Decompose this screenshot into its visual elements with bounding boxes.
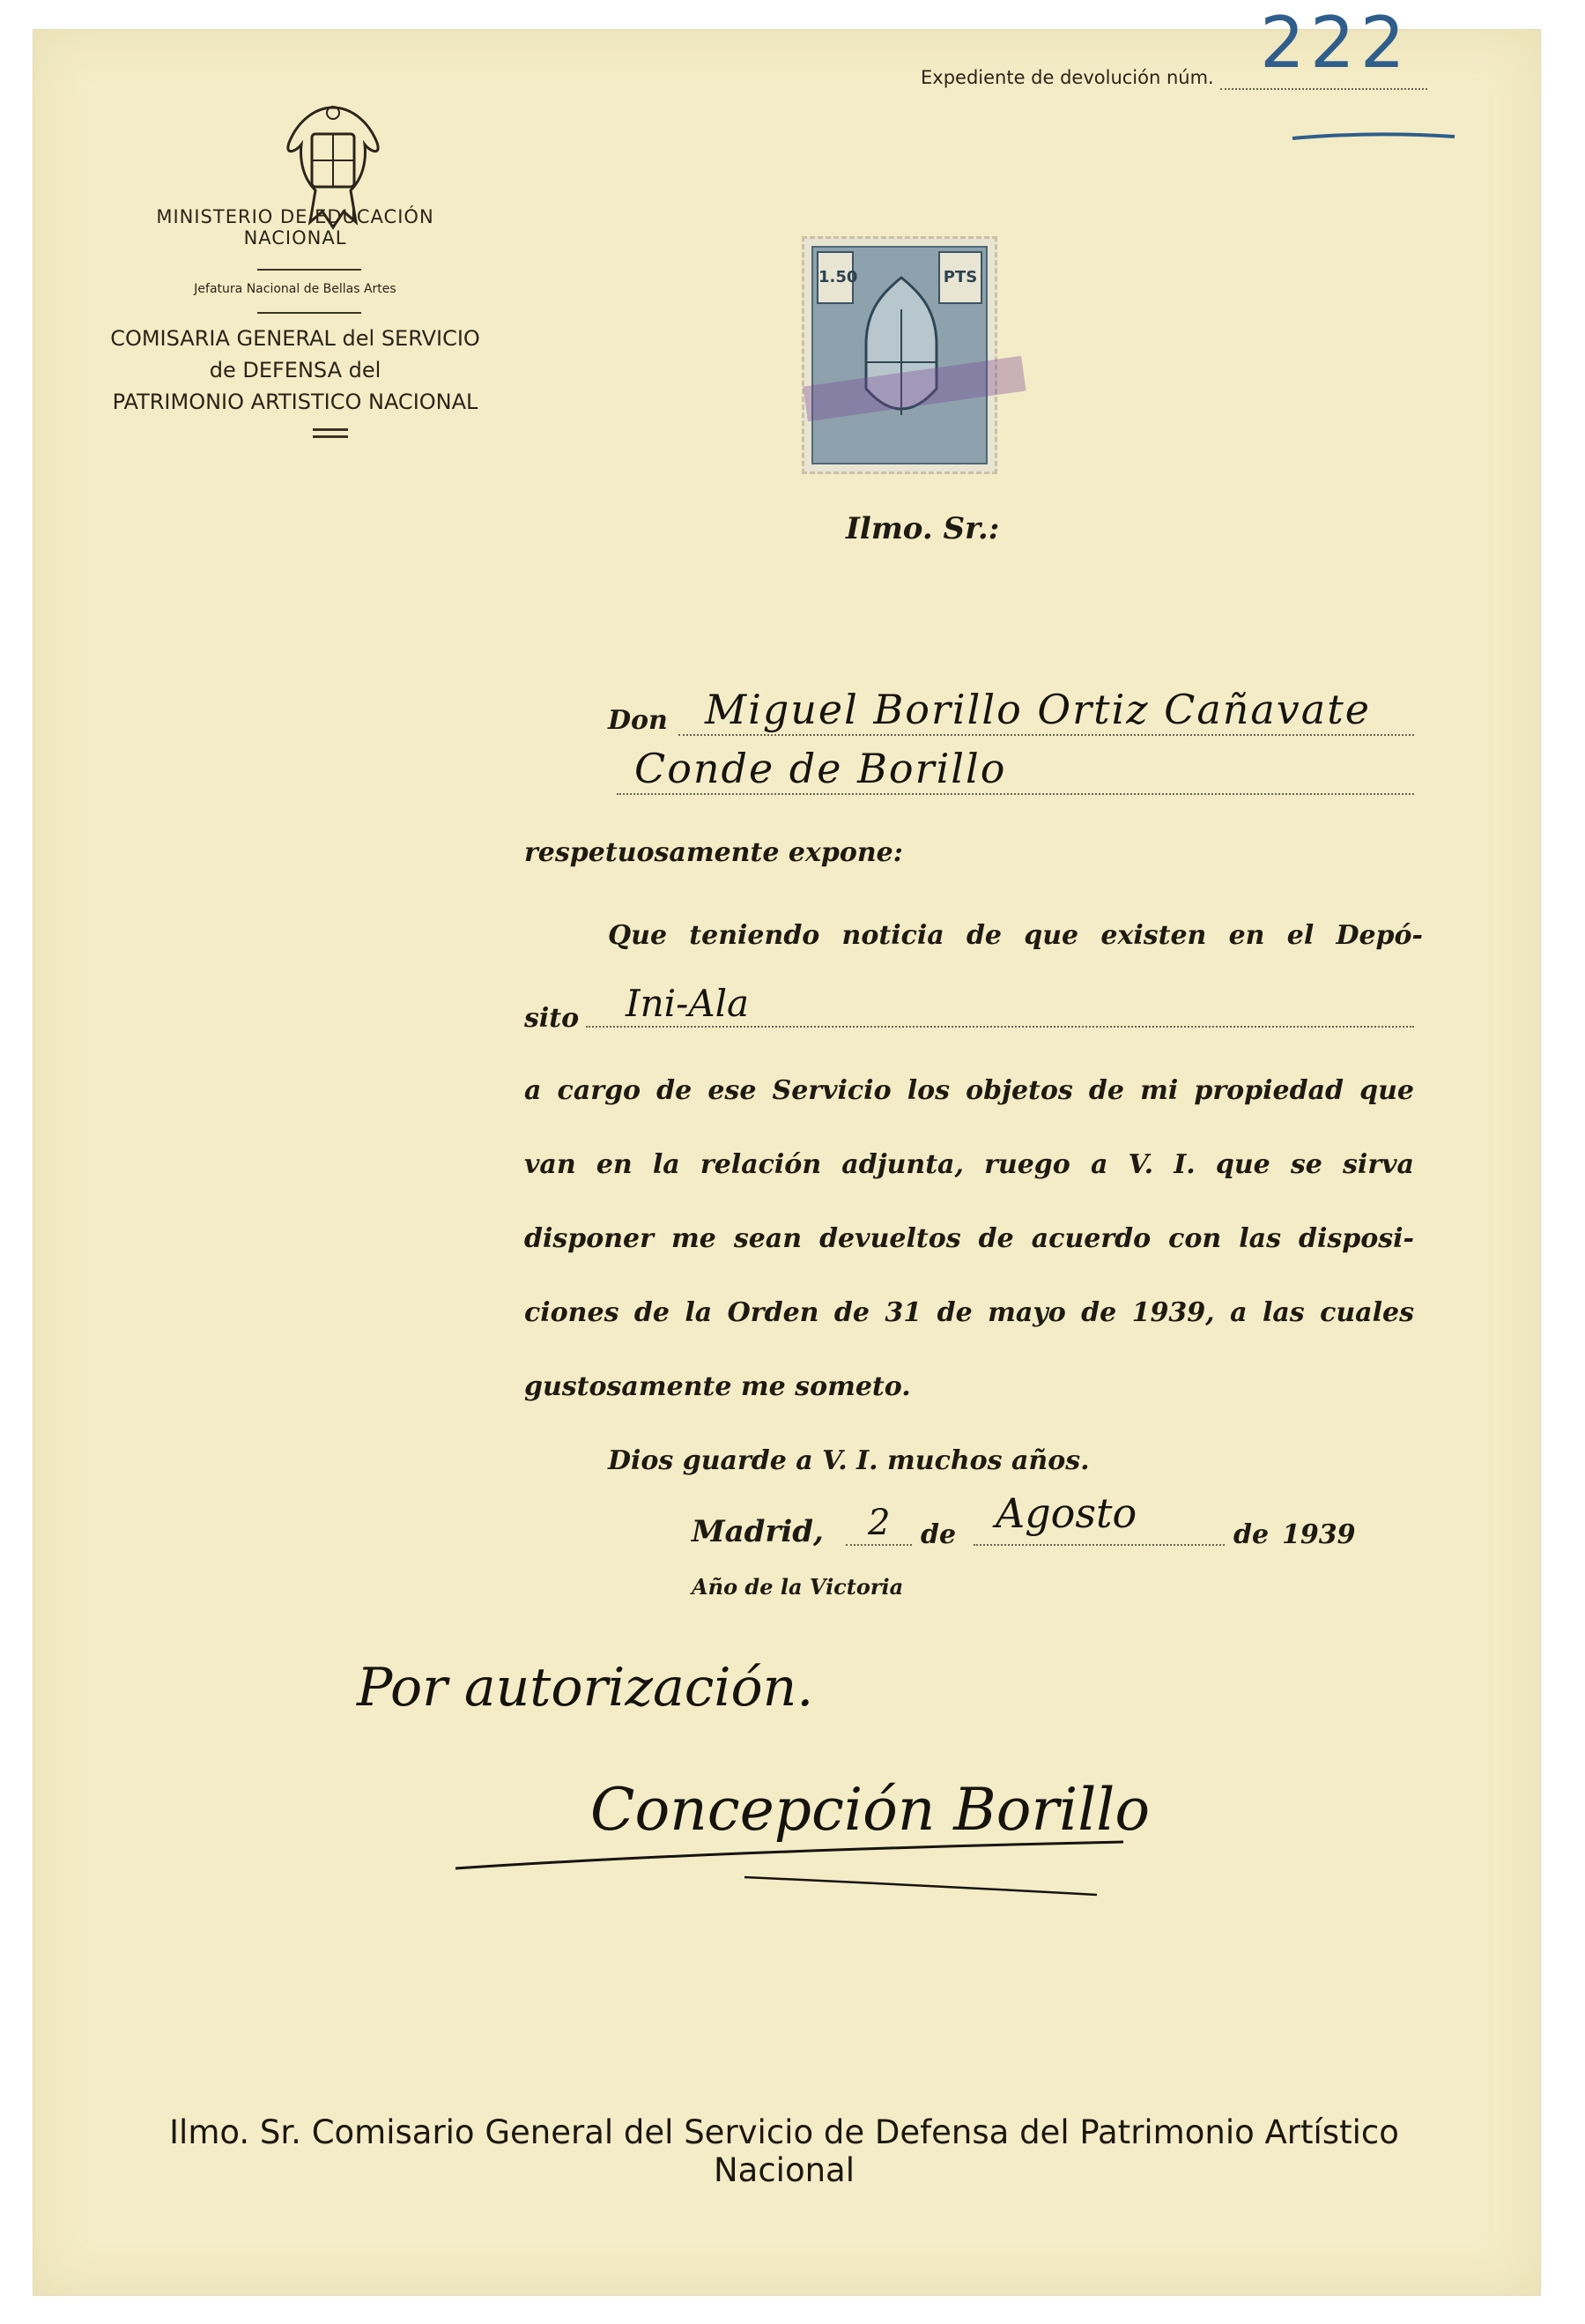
expediente-number: 222 bbox=[1260, 2, 1411, 84]
date-day: 2 bbox=[868, 1503, 891, 1543]
revenue-stamp bbox=[802, 236, 997, 474]
jefatura-subheading: Jefatura Nacional de Bellas Artes bbox=[194, 282, 396, 296]
dotted-line bbox=[1220, 88, 1427, 90]
body-line-1: Que teniendo noticia de que existen en el Depó- bbox=[608, 920, 1423, 951]
don-label: Don bbox=[608, 705, 668, 736]
body-line-5: disponer me sean devueltos de acuerdo con las disposi- bbox=[524, 1223, 1414, 1254]
stamp-unit: PTS bbox=[938, 251, 982, 304]
ministry-heading: MINISTERIO DE EDUCACIÓN NACIONAL bbox=[156, 206, 434, 249]
closing-line: Dios guarde a V. I. muchos años. bbox=[608, 1445, 1090, 1476]
body-line-2-prefix: sito bbox=[524, 1003, 580, 1034]
date-de-1: de bbox=[921, 1519, 957, 1550]
deposito-handwritten: Ini-Ala bbox=[626, 982, 750, 1025]
body-line-6: ciones de la Orden de 31 de mayo de 1939, a las cuales bbox=[524, 1297, 1414, 1328]
dotted-line bbox=[846, 1544, 912, 1546]
comisaria-line-3: PATRIMONIO ARTISTICO NACIONAL bbox=[112, 390, 478, 414]
expone-line: respetuosamente expone: bbox=[524, 837, 903, 868]
dotted-line bbox=[586, 1026, 1414, 1028]
date-de-2: de bbox=[1233, 1519, 1270, 1550]
signature-flourish bbox=[454, 1833, 1141, 1912]
divider bbox=[313, 428, 348, 431]
comisaria-line-1: COMISARIA GENERAL del SERVICIO bbox=[110, 326, 480, 351]
petitioner-name-line-2: Conde de Borillo bbox=[634, 745, 1007, 792]
comisaria-line-2: de DEFENSA del bbox=[209, 358, 381, 382]
underline-mark bbox=[1291, 128, 1458, 145]
stamp-value: 1.50 bbox=[817, 251, 854, 304]
divider bbox=[257, 269, 361, 271]
salutation: Ilmo. Sr.: bbox=[846, 511, 1000, 546]
date-motto: Año de la Victoria bbox=[692, 1574, 904, 1600]
date-city: Madrid, bbox=[692, 1514, 824, 1549]
date-month: Agosto bbox=[996, 1489, 1137, 1537]
date-year: 1939 bbox=[1282, 1519, 1356, 1550]
expediente-label: Expediente de devolución núm. bbox=[921, 67, 1214, 88]
petitioner-name-line-1: Miguel Borillo Ortiz Cañavate bbox=[705, 686, 1371, 733]
dotted-line bbox=[617, 793, 1414, 795]
body-line-3: a cargo de ese Servicio los objetos de mi propiedad que bbox=[524, 1075, 1414, 1106]
body-line-4: van en la relación adjunta, ruego a V. I. que se sirva bbox=[524, 1149, 1414, 1180]
signature-note: Por autorización. bbox=[357, 1657, 814, 1719]
body-line-7: gustosamente me someto. bbox=[524, 1371, 911, 1402]
divider bbox=[257, 312, 361, 314]
signature-name: Concepción Borillo bbox=[590, 1776, 1151, 1844]
footer-addressee: Ilmo. Sr. Comisario General del Servicio de Defensa del Patrimonio Artístico Nacional bbox=[169, 2113, 1399, 2189]
dotted-line bbox=[678, 734, 1414, 736]
dotted-line bbox=[974, 1544, 1225, 1546]
divider bbox=[313, 435, 348, 438]
